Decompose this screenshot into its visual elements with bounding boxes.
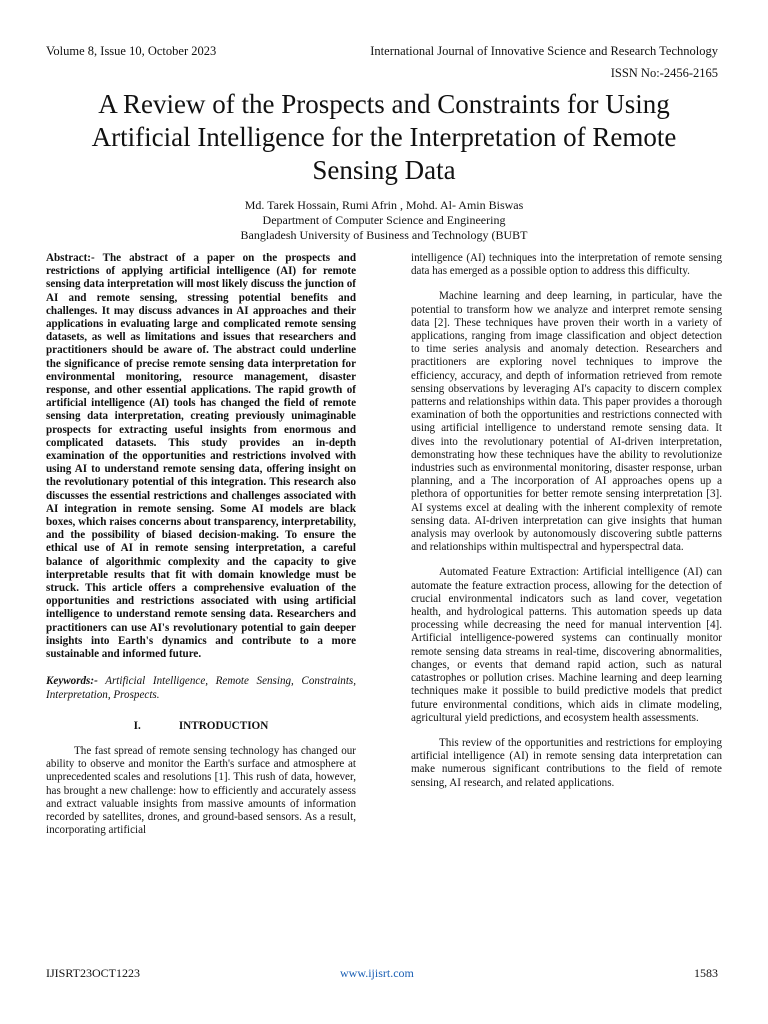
section-number: I.	[133, 719, 141, 732]
abstract	[46, 252, 356, 661]
journal-url-link[interactable]: www.ijisrt.com	[340, 966, 414, 980]
journal-name: International Journal of Innovative Science and Research Technology	[370, 44, 718, 58]
volume-info: Volume 8, Issue 10, October 2023	[46, 44, 217, 58]
abstract-label: Abstract:-	[46, 252, 95, 264]
paragraph-machine-learning: Machine learning and deep learning, in particular, have the potential to transform how we analyze and interpret remote sensing data [2]. These techniques have proven their worth in a variety of applications, ranging from image classification and object detection to time series analysis and anomaly detection. Researchers and practitioners are exploring novel techniques to improve the efficiency, accuracy, and depth of information retrieved from remote sensing observations by leveraging AI's capacity to discern complex patterns and relationships within data. This paper provides a thorough examination of both the opportunities and restrictions connected with using artificial intelligence to understand remote sensing data. It dives into the revolutionary potential of AI-driven interpretation, demonstrating how these techniques have the ability to revolutionize industries such as environmental monitoring, disaster response, urban planning, and a The incorporation of AI approaches opens up a plethora of opportunities for better remote sensing interpretation [3]. AI systems excel at dealing with the inherent complexity of remote sensing data. AI-driven interpretation can give insights that human analysis may overlook by autonomously discovering subtle patterns and relationships within multispectral and hyperspectral data.	[411, 290, 722, 554]
author-block	[60, 198, 708, 243]
paper-title: A Review of the Prospects and Constraints for Using Artificial Intelligence for the Interpretation of Remote Sensing Data	[91, 89, 677, 185]
intro-continuation: intelligence (AI) techniques into the interpretation of remote sensing data has emerged as a possible option to address this difficulty.	[411, 252, 722, 278]
section-title: INTRODUCTION	[178, 719, 269, 732]
paragraph-review-contributions: This review of the opportunities and restrictions for employing artificial intelligence (AI) in remote sensing data interpretation can make numerous significant contributions to the field of remote sensing, AI research, and related applications.	[411, 736, 722, 789]
right-column	[411, 252, 722, 790]
left-column	[46, 252, 356, 837]
author-names: Md. Tarek Hossain, Rumi Afrin , Mohd. Al- Amin Biswas	[244, 198, 524, 212]
abstract-text: The abstract of a paper on the prospects and restrictions of applying artificial intelligence (AI) for remote sensing data interpretation will most likely discuss the junction of AI and remote sensing, stressing potential benefits and challenges. It may discuss advances in AI approaches and their applications in evaluating large and complicated remote sensing datasets, as well as limitations and issues that researchers and practitioners should be aware of. The abstract could underline the significance of precise remote sensing data interpretation for environmental monitoring, resource management, disaster response, and other essential applications. The rapid growth of artificial intelligence (AI) tools has changed the field of remote sensing data interpretation, creating previously unimaginable prospects for extracting useful insights from enormous and complicated datasets. This study provides an in-depth examination of the opportunities and restrictions involved with using AI to understand remote sensing data, offering insight on the revolutionary potential of this integration. This research also discusses the essential restrictions and challenges associated with AI integration in remote sensing. Some AI models are black boxes, which raises concerns about transparency, interpretability, and the possibility of biased decision-making. To ensure the ethical use of AI in remote sensing interpretation, a careful balance of algorithmic complexity and the capacity to give interpretable results that fit with domain knowledge must be struck. This article offers a comprehensive evaluation of the opportunities and restrictions associated with using artificial intelligence to understand remote sensing data. Researchers and practitioners can use AI's revolutionary potential to gain deeper insights into Earth's dynamics and contribute to a more sustainable and informed future.	[46, 252, 357, 661]
keywords	[46, 675, 356, 701]
author-department: Department of Computer Science and Engineering	[262, 213, 506, 227]
section-heading	[46, 720, 356, 733]
page-number: 1583	[694, 966, 718, 980]
paragraph-feature-extraction: Automated Feature Extraction: Artificial intelligence (AI) can automate the feature extraction process, allowing for the detection of crucial environmental indicators such as land cover, vegetation health, and hydrological patterns. This automation speeds up data processing while decreasing the need for manual intervention [4]. Artificial intelligence-powered systems can continually monitor remote sensing data streams in real-time, discovering abnormalities, changes, or events that demand rapid action, such as natural catastrophes or pollution crises. Machine learning and deep learning techniques make it possible to build predictive models that predict future environmental conditions, which aids in climate modeling, agricultural yield predictions, and ecosystem health assessments.	[411, 566, 722, 724]
author-university: Bangladesh University of Business and Technology (BUBT	[240, 228, 528, 242]
keywords-text: Artificial Intelligence, Remote Sensing, Constraints, Interpretation, Prospects.	[46, 675, 356, 701]
paper-id: IJISRT23OCT1223	[46, 966, 140, 980]
issn-number: ISSN No:-2456-2165	[610, 66, 718, 80]
intro-paragraph: The fast spread of remote sensing technology has changed our ability to observe and monitor the Earth's surface and atmosphere at unprecedented scales and resolutions [1]. This rush of data, however, has brought a new challenge: how to efficiently and accurately assess and extract valuable insights from massive amounts of information recorded by satellites, drones, and ground-based sensors. As a result, incorporating artificial	[46, 744, 356, 837]
keywords-label: Keywords:-	[46, 675, 98, 688]
